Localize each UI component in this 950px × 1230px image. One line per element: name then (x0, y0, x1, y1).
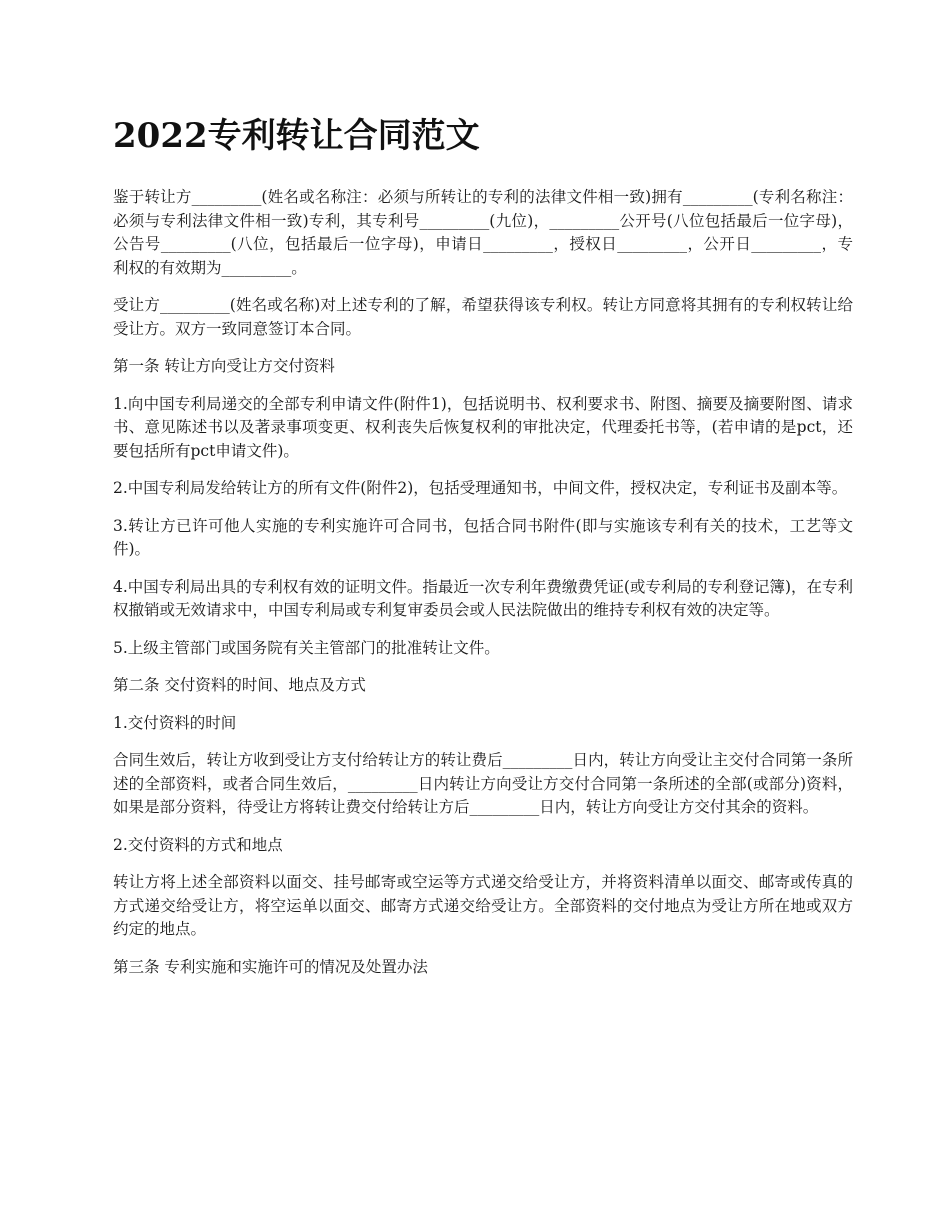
article-2-subheading-time: 1.交付资料的时间 (113, 713, 237, 732)
article-1-item-3: 3.转让方已许可他人实施的专利实施许可合同书，包括合同书附件(即与实施该专利有关的技术，工艺等文件)。 (113, 516, 853, 558)
article-2-time-paragraph: 合同生效后，转让方收到受让方支付给转让方的转让费后_________日内，转让方向受让主交付合同第一条所述的全部资料，或者合同生效后，_________日内转让方向受让方交付合同第一条所述的全部(或部分)资料，如果是部分资料，待受让方将转让费交付给转让方后_________日内，转让方向受让方交付其余的资料。 (113, 751, 853, 816)
article-1-item-5: 5.上级主管部门或国务院有关主管部门的批准转让文件。 (113, 638, 500, 657)
article-2-subheading-method: 2.交付资料的方式和地点 (113, 835, 283, 854)
document-page (113, 110, 853, 993)
recital-paragraph-assignee: 受让方_________(姓名或名称)对上述专利的了解，希望获得该专利权。转让方同意将其拥有的专利权转让给受让方。双方一致同意签订本合同。 (113, 296, 853, 338)
article-3-heading: 第三条 专利实施和实施许可的情况及处置办法 (113, 957, 428, 976)
article-1-item-2: 2.中国专利局发给转让方的所有文件(附件2)，包括受理通知书，中间文件，授权决定，专利证书及副本等。 (113, 479, 848, 497)
article-2-heading: 第二条 交付资料的时间、地点及方式 (113, 676, 366, 694)
document-title: 2022专利转让合同范文 (113, 116, 480, 156)
article-2-method-paragraph: 转让方将上述全部资料以面交、挂号邮寄或空运等方式递交给受让方，并将资料清单以面交、邮寄或传真的方式递交给受让方，将空运单以面交、邮寄方式递交给受让方。全部资料的交付地点为受让方所在地或双方约定的地点。 (113, 873, 853, 938)
article-1-item-4: 4.中国专利局出具的专利权有效的证明文件。指最近一次专利年费缴费凭证(或专利局的专利登记簿)，在专利权撤销或无效请求中，中国专利局或专利复审委员会或人民法院做出的维持专利权有效的决定等。 (113, 577, 853, 619)
article-1-heading: 第一条 转让方向受让方交付资料 (113, 357, 335, 375)
recital-paragraph: 鉴于转让方_________(姓名或名称注：必须与所转让的专利的法律文件相一致)拥有_________(专利名称注：必须与专利法律文件相一致)专利，其专利号_________(九位)，_________公开号(八位包括最后一位字母)，公告号_________(八位，包括最后一位字母)，申请日_________，授权日_________，公开日_________，专利权的有效期为_________。 (113, 188, 853, 277)
article-1-item-1: 1.向中国专利局递交的全部专利申请文件(附件1)，包括说明书、权利要求书、附图、摘要及摘要附图、请求书、意见陈述书以及著录事项变更、权利丧失后恢复权利的审批决定，代理委托书等，(若申请的是pct，还要包括所有pct申请文件)。 (113, 394, 853, 460)
